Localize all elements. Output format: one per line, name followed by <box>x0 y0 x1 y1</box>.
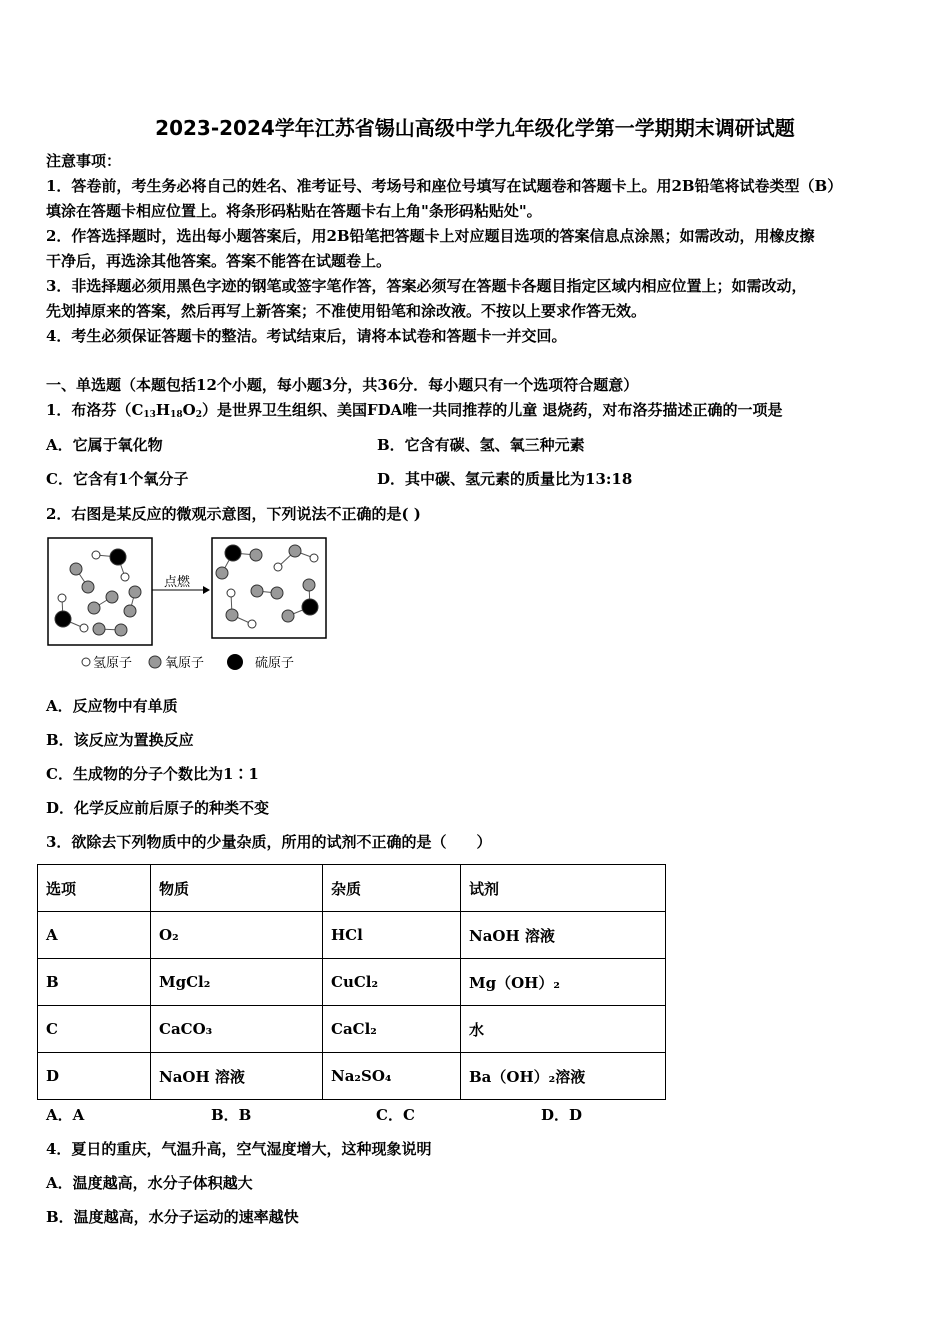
sulfur-atom-icon <box>227 654 243 670</box>
q1-option-c: C．它含有1个氧分子 <box>46 470 189 488</box>
q2-option-c: C．生成物的分子个数比为1∶1 <box>46 765 259 783</box>
q2-option-b: B．该反应为置换反应 <box>46 731 194 749</box>
note-line: 1．答卷前，考生务必将自己的姓名、准考证号、考场号和座位号填写在试题卷和答题卡上。用2B铅笔将试卷类型（B） <box>46 177 843 195</box>
q4-option-b: B．温度越高，水分子运动的速率越快 <box>46 1208 299 1226</box>
question-3-stem: 3．欲除去下列物质中的少量杂质，所用的试剂不正确的是（ ） <box>46 833 492 851</box>
table-cell: Na₂SO₄ <box>323 1053 461 1100</box>
table-cell: Mg（OH）₂ <box>461 959 666 1006</box>
text: 硫原子 <box>255 656 295 671</box>
table-cell: B <box>38 959 151 1006</box>
q2-option-a: A．反应物中有单质 <box>46 697 178 715</box>
table-row <box>38 912 666 959</box>
q2-option-d: D．化学反应前后原子的种类不变 <box>46 799 270 817</box>
text: H <box>155 401 171 419</box>
table-header: 试剂 <box>461 865 666 912</box>
table-row <box>38 1053 666 1100</box>
section-heading: 一、单选题（本题包括12个小题，每小题3分，共36分．每小题只有一个选项符合题意） <box>46 376 639 394</box>
q1-option-d: D．其中碳、氢元素的质量比为13:18 <box>377 470 633 488</box>
table-cell: NaOH 溶液 <box>461 912 666 959</box>
reagent-table <box>37 864 666 1100</box>
question-4-stem: 4．夏日的重庆，气温升高，空气湿度增大，这种现象说明 <box>46 1140 432 1158</box>
diagram-legend <box>82 654 294 671</box>
table-row <box>38 959 666 1006</box>
reaction-diagram <box>40 530 340 680</box>
q3-option-c: C．C <box>376 1106 415 1124</box>
table-cell: NaOH 溶液 <box>151 1053 323 1100</box>
notes-heading: 注意事项： <box>46 152 122 170</box>
note-line: 先划掉原来的答案，然后再写上新答案；不准使用铅笔和涂改液。不按以上要求作答无效。 <box>46 302 647 320</box>
question-1-stem <box>46 400 783 425</box>
table-row <box>38 1006 666 1053</box>
table-cell: CaCl₂ <box>323 1006 461 1053</box>
table-header-row <box>38 865 666 912</box>
arrow-label: 点燃 <box>164 575 191 590</box>
table-header: 物质 <box>151 865 323 912</box>
text: O <box>182 401 196 419</box>
q3-option-d: D．D <box>541 1106 583 1124</box>
hydrogen-atom-icon <box>82 658 90 666</box>
arrow-icon <box>203 586 210 594</box>
q3-option-b: B．B <box>211 1106 252 1124</box>
table-cell: HCl <box>323 912 461 959</box>
table-cell: C <box>38 1006 151 1053</box>
page-title: 2023-2024学年江苏省锡山高级中学九年级化学第一学期期末调研试题 <box>155 116 795 140</box>
note-line: 填涂在答题卡相应位置上。将条形码粘贴在答题卡右上角"条形码粘贴处"。 <box>46 202 542 220</box>
q4-option-a: A．温度越高，水分子体积越大 <box>46 1174 253 1192</box>
q1-option-a: A．它属于氧化物 <box>46 436 163 454</box>
table-cell: O₂ <box>151 912 323 959</box>
note-line: 2．作答选择题时，选出每小题答案后，用2B铅笔把答题卡上对应题目选项的答案信息点涂黑；如需改动，用橡皮擦 <box>46 227 815 245</box>
table-cell: CaCO₃ <box>151 1006 323 1053</box>
table-cell: CuCl₂ <box>323 959 461 1006</box>
table-cell: MgCl₂ <box>151 959 323 1006</box>
text: 氧原子 <box>165 656 205 671</box>
note-line: 4．考生必须保证答题卡的整洁。考试结束后，请将本试卷和答题卡一并交回。 <box>46 327 567 345</box>
table-cell: Ba（OH）₂溶液 <box>461 1053 666 1100</box>
oxygen-atom-icon <box>149 656 161 668</box>
text: 氢原子 <box>93 656 133 671</box>
table-header: 选项 <box>38 865 151 912</box>
text: 18 <box>170 410 183 420</box>
table-cell: A <box>38 912 151 959</box>
table-cell: D <box>38 1053 151 1100</box>
note-line: 干净后，再选涂其他答案。答案不能答在试题卷上。 <box>46 252 392 270</box>
text: 1．布洛芬（C <box>46 401 144 419</box>
text: 13 <box>143 410 156 420</box>
text: 2 <box>195 410 202 420</box>
table-cell: 水 <box>461 1006 666 1053</box>
text: ）是世界卫生组织、美国FDA唯一共同推荐的儿童 退烧药，对布洛芬描述正确的一项是 <box>201 401 783 419</box>
q3-option-a: A．A <box>46 1106 85 1124</box>
note-line: 3．非选择题必须用黑色字迹的钢笔或签字笔作答，答案必须写在答题卡各题目指定区域内相应位置上；如需改动， <box>46 277 807 295</box>
q1-option-b: B．它含有碳、氢、氧三种元素 <box>377 436 585 454</box>
question-2-stem: 2．右图是某反应的微观示意图，下列说法不正确的是( ) <box>46 505 421 523</box>
table-header: 杂质 <box>323 865 461 912</box>
